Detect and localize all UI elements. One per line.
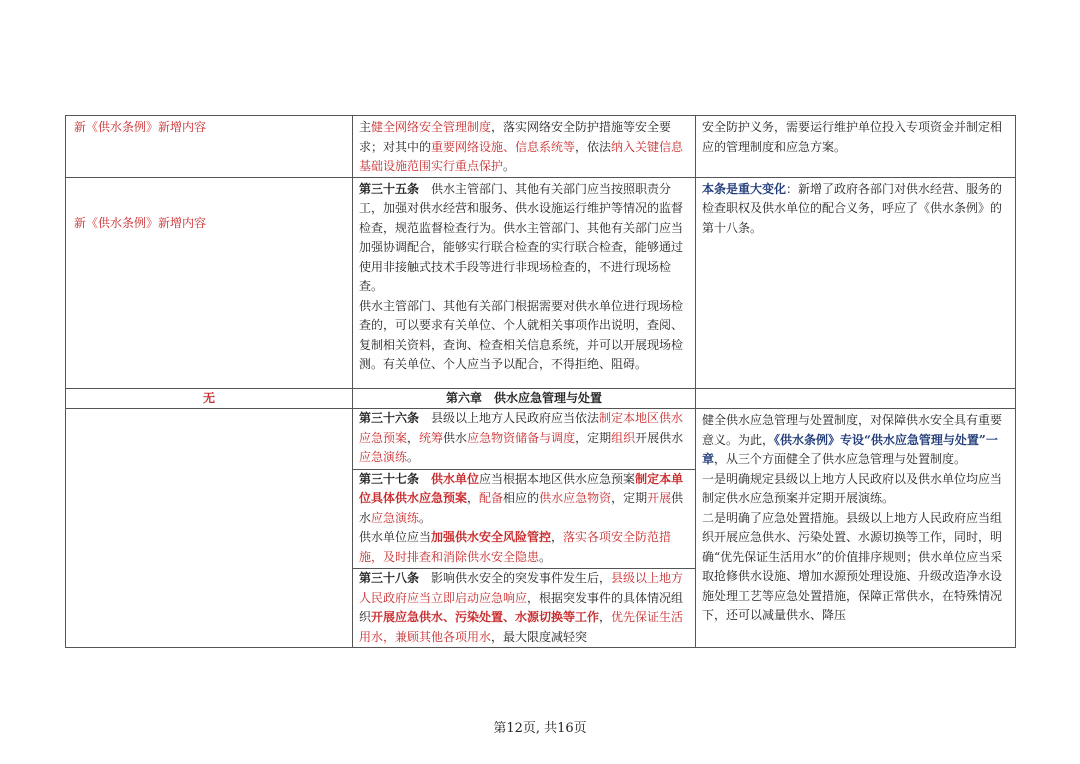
table-row xyxy=(66,409,1016,648)
row-label: 无 xyxy=(66,388,353,409)
chapter-title: 第六章 供水应急管理与处置 xyxy=(353,388,696,409)
row-label: 新《供水条例》新增内容 xyxy=(66,177,353,388)
row-label: 新《供水条例》新增内容 xyxy=(66,116,353,178)
article-38: 第三十八条 影响供水安全的突发事件发生后，县级以上地方人民政府应当立即启动应急响应，根据突发事件的具体情况组织开展应急供水、污染处置、水源切换等工作，优先保证生活用水，兼顾其他各项用水，最大限度减轻突 xyxy=(359,571,684,644)
comparison-table xyxy=(65,115,1016,648)
page-number: 第12页, 共16页 xyxy=(493,721,587,736)
empty-cell xyxy=(66,409,353,648)
article-heading: 第三十五条 xyxy=(359,181,420,196)
table-row xyxy=(66,116,1016,178)
analysis-text: 本条是重大变化：新增了政府各部门对供水经营、服务的检查职权及供水单位的配合义务，呼应了《供水条例》的第十八条。 xyxy=(696,177,1016,388)
table-row xyxy=(66,177,1016,388)
analysis-text: 健全供水应急管理与处置制度，对保障供水安全具有重要意义。为此，《供水条例》专设“供水应急管理与处置”一章，从三个方面健全了供水应急管理与处置制度。 一是明确规定县级以上地方人民政府以及供水单位均应当制定供水应急预案并定期开展演练。 二是明确了应急处置措施。县级以上地方人民政府应当组织开展应急供水、污染处置、水源切换等工作，同时，明确“优先保证生活用水”的价值排序规则；供水单位应当采取抢修供水设施、增加水源预处理设施、升级改造净水设施处理工艺等应急处置措施，保障正常供水，在特殊情况下，还可以减量供水、降压 xyxy=(696,409,1016,648)
article-37: 第三十七条 供水单位应当根据本地区供水应急预案制定本单位具体供水应急预案，配备相应的供水应急物资，定期开展供水应急演练。 供水单位应当加强供水安全风险管控，落实各项安全防范措施，及时排查和消除供水安全隐患。 xyxy=(353,470,695,570)
article-text: 主健全网络安全管理制度，落实网络安全防护措施等安全要求；对其中的重要网络设施、信息系统等，依法纳入关键信息基础设施范围实行重点保护。 xyxy=(353,116,696,178)
article-36: 第三十六条 县级以上地方人民政府应当依法制定本地区供水应急预案，统筹供水应急物资储备与调度，定期组织开展供水应急演练。 xyxy=(353,409,695,470)
empty-cell xyxy=(696,388,1016,409)
chapter-row xyxy=(66,388,1016,409)
articles-cell xyxy=(353,409,696,648)
article-35: 第三十五条 供水主管部门、其他有关部门应当按照职责分工，加强对供水经营和服务、供水设施运行维护等情况的监督检查，规范监督检查行为。供水主管部门、其他有关部门应当加强协调配合，能够实行联合检查的实行联合检查，能够通过使用非接触式技术手段等进行非现场检查的，不进行现场检查。 供水主管部门、其他有关部门根据需要对供水单位进行现场检查的，可以要求有关单位、个人就相关事项作出说明，查阅、复制相关资料，查询、检查相关信息系统，并可以开展现场检测。有关单位、个人应当予以配合，不得拒绝、阻碍。 xyxy=(353,177,696,388)
analysis-text: 安全防护义务，需要运行维护单位投入专项资金并制定相应的管理制度和应急方案。 xyxy=(696,116,1016,178)
